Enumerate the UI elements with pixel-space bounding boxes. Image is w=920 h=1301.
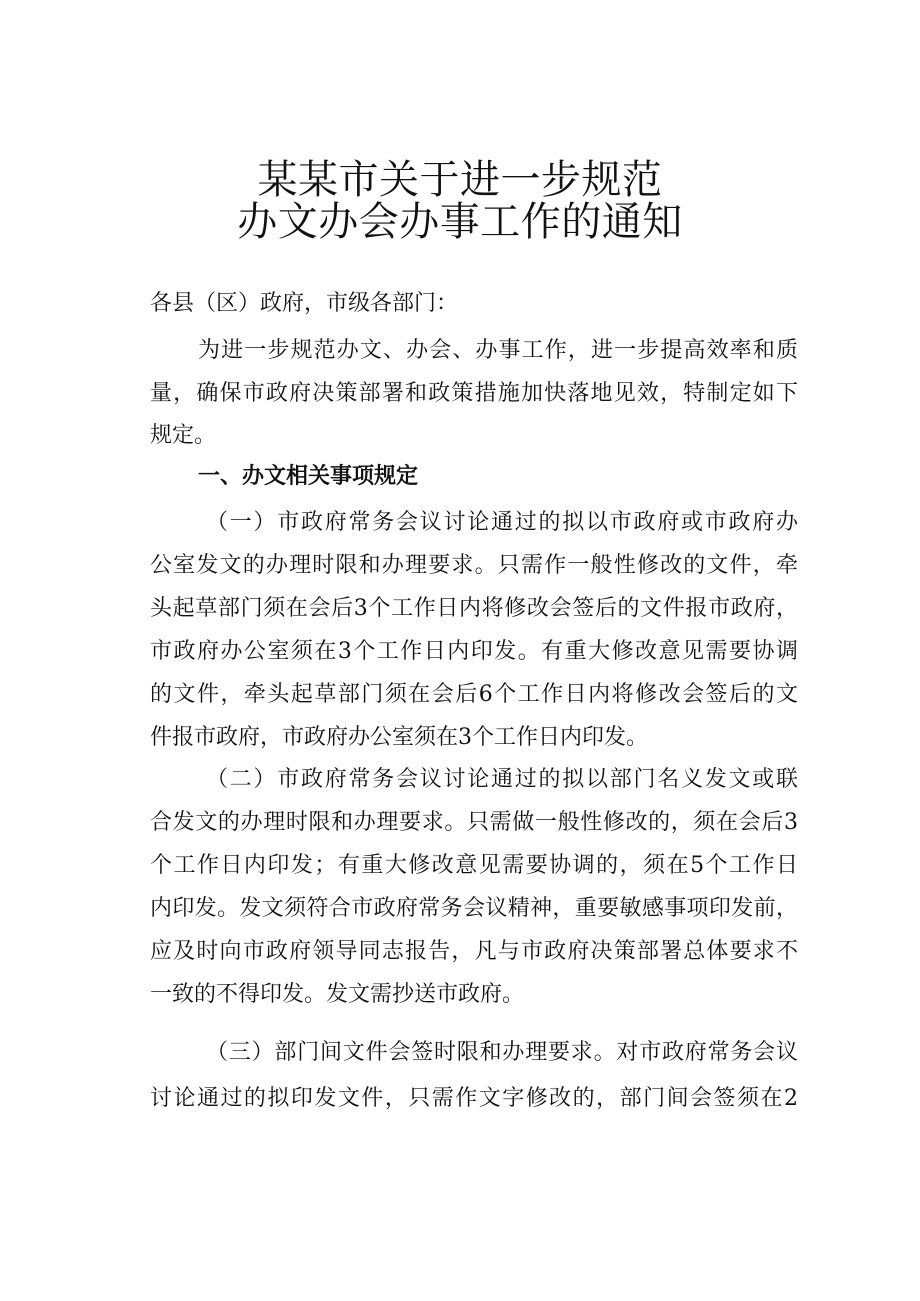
item-2-line-5: 应及时向市政府领导同志报告，凡与市政府决策部署总体要求不 <box>150 939 798 964</box>
item-2-line-2: 合发文的办理时限和办理要求。只需做一般性修改的，须在会后3 <box>150 810 798 835</box>
document-title-line-2: 办文办会办事工作的通知 <box>237 199 683 245</box>
item-3-line-1: （三）部门间文件会签时限和办理要求。对市政府常务会议 <box>206 1040 798 1065</box>
item-2-line-3: 个工作日内印发；有重大修改意见需要协调的，须在5个工作日 <box>150 853 798 878</box>
item-1-line-5: 的文件，牵头起草部门须在会后6个工作日内将修改会签后的文 <box>150 682 798 707</box>
salutation: 各县（区）政府，市级各部门： <box>150 291 459 316</box>
item-1-line-6: 件报市政府，市政府办公室须在3个工作日内印发。 <box>150 725 648 750</box>
item-1-line-4: 市政府办公室须在3个工作日内印发。有重大修改意见需要协调 <box>150 639 798 664</box>
item-3-line-2: 讨论通过的拟印发文件，只需作文字修改的，部门间会签须在2 <box>150 1086 798 1111</box>
section-1-heading: 一、办文相关事项规定 <box>198 464 419 489</box>
intro-line-3: 规定。 <box>150 423 217 448</box>
intro-line-2: 量，确保市政府决策部署和政策措施加快落地见效，特制定如下 <box>150 381 798 406</box>
item-1-line-3: 头起草部门须在会后3个工作日内将修改会签后的文件报市政府， <box>150 596 798 621</box>
item-2-line-6: 一致的不得印发。发文需抄送市政府。 <box>150 982 525 1007</box>
item-2-line-4: 内印发。发文须符合市政府常务会议精神，重要敏感事项印发前， <box>150 896 798 921</box>
item-1-line-2: 公室发文的办理时限和办理要求。只需作一般性修改的文件，牵 <box>150 553 798 578</box>
item-2-line-1: （二）市政府常务会议讨论通过的拟以部门名义发文或联 <box>206 767 798 792</box>
item-1-line-1: （一）市政府常务会议讨论通过的拟以市政府或市政府办 <box>206 510 798 535</box>
document-title-line-1: 某某市关于进一步规范 <box>257 157 663 203</box>
intro-line-1: 为进一步规范办文、办会、办事工作，进一步提高效率和质 <box>198 338 798 363</box>
